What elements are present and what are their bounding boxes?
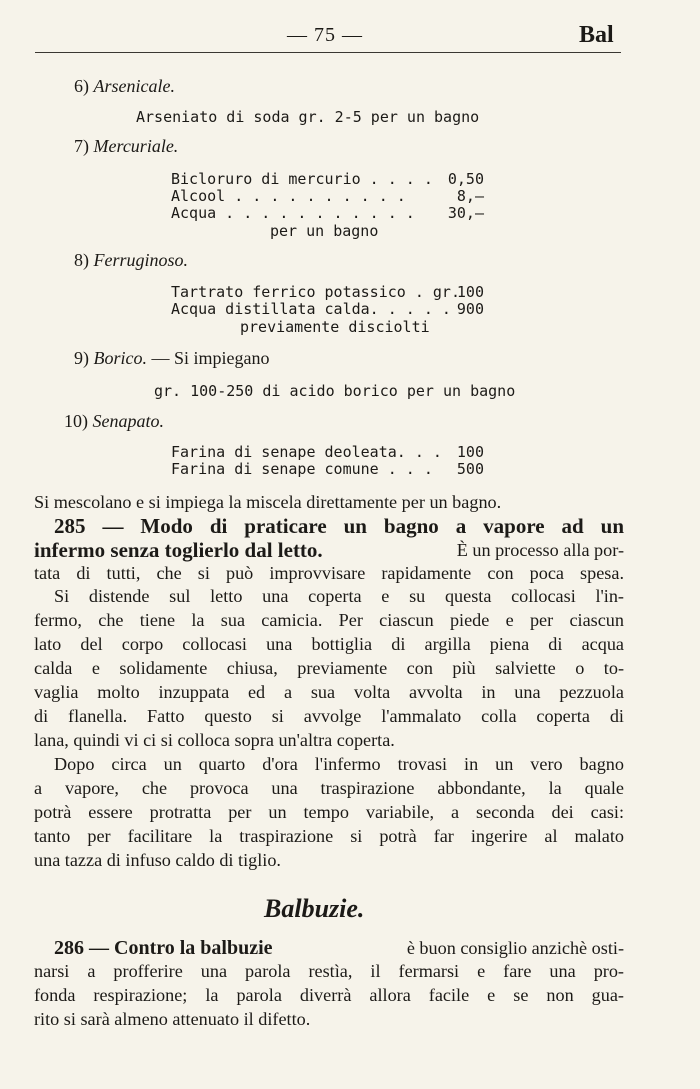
body-line: tata di tutti, che si può improvvisare rapidamente con poca spesa.	[34, 563, 624, 583]
ingredient-label: Alcool . . . . . . . . . .	[171, 187, 406, 205]
body-line: lana, quindi vi ci si colloca sopra un'altra coperta.	[34, 730, 395, 750]
body-line: una tazza di infuso caldo di tiglio.	[34, 850, 281, 870]
ingredient-value: 0,50	[447, 170, 484, 188]
body-line: calda e solidamente chiusa, previamente con più salviette o to-	[34, 658, 624, 678]
ingredient-value: 500	[456, 460, 484, 478]
header-rule	[35, 52, 621, 53]
recipe-name: Mercuriale.	[93, 136, 179, 156]
section-285-title: 285 — Modo di praticare un bagno a vapore ad un	[54, 514, 624, 538]
section-286-title: 286 — Contro la balbuzie	[54, 937, 273, 959]
running-head: Bal	[579, 22, 614, 48]
body-line: fermo, che tiene la sua camicia. Per ciascun piede e per ciascun	[34, 610, 624, 630]
recipe-number: 10)	[64, 411, 88, 431]
ingredient-label: Acqua . . . . . . . . . . .	[171, 204, 415, 222]
recipe-note: previamente disciolti	[240, 318, 430, 336]
body-line: potrà essere protratta per un tempo variabile, a seconda dei casi:	[34, 802, 624, 822]
ingredient-value: 100	[456, 443, 484, 461]
body-line: Dopo circa un quarto d'ora l'infermo trovasi in un vero bagno	[54, 754, 624, 774]
section-286-first-line	[54, 937, 624, 960]
recipe-line: Arseniato di soda gr. 2-5 per un bagno	[136, 108, 480, 126]
body-line: narsi a profferire una parola restìa, il fermarsi e fare una pro-	[34, 961, 624, 981]
section-285-title-line2	[34, 538, 624, 563]
body-line: vaglia molto inzuppata ed a sua volta avvolta in una pezzuola	[34, 682, 624, 702]
recipe-mercuriale-title	[74, 136, 178, 157]
ingredient-value: 900	[456, 300, 484, 318]
recipe-senapato-title	[64, 411, 164, 432]
body-line: lato del corpo collocasi una bottiglia di argilla piena di acqua	[34, 634, 624, 654]
body-line: a vapore, che provoca una traspirazione abbondante, la quale	[34, 778, 624, 798]
ingredient-label: Acqua distillata calda. . . . .	[171, 300, 451, 318]
recipe-borico-title	[74, 348, 270, 369]
recipe-line: gr. 100-250 di acido borico per un bagno	[154, 382, 516, 400]
recipe-number: 6)	[74, 76, 89, 96]
recipe-name: Arsenicale.	[93, 76, 175, 96]
page-number: — 75 —	[287, 24, 363, 46]
body-line: Si mescolano e si impiega la miscela direttamente per un bagno.	[34, 492, 502, 512]
ingredient-label: Bicloruro di mercurio . . . .	[171, 170, 433, 188]
ingredient-label: Farina di senape comune . . .	[171, 460, 433, 478]
ingredient-value: 30,—	[447, 204, 484, 222]
body-line: di flanella. Fatto questo si avvolge l'ammalato colla coperta di	[34, 706, 624, 726]
section-285-title-cont: infermo senza toglierlo dal letto.	[34, 538, 323, 562]
recipe-arsenicale-title	[74, 76, 175, 97]
recipe-note: per un bagno	[270, 222, 379, 240]
recipe-suffix: — Si impiegano	[151, 348, 270, 368]
body-line-fragment: È un processo alla por-	[456, 540, 624, 560]
recipe-name: Senapato.	[92, 411, 164, 431]
ingredient-value: 100	[456, 283, 484, 301]
ingredient-label: Tartrato ferrico potassico . gr.	[171, 283, 460, 301]
body-line-fragment: è buon consiglio anzichè osti-	[406, 938, 624, 958]
body-line: rito si sarà almeno attenuato il difetto.	[34, 1009, 311, 1029]
recipe-name: Ferruginoso.	[93, 250, 188, 270]
section-285-title-line	[34, 514, 624, 539]
recipe-number: 7)	[74, 136, 89, 156]
ingredient-label: Farina di senape deoleata. . .	[171, 443, 442, 461]
body-line: tanto per facilitare la traspirazione si potrà far ingerire al malato	[34, 826, 624, 846]
ingredient-value: 8,—	[456, 187, 484, 205]
section-heading: Balbuzie.	[264, 894, 365, 923]
page-header	[0, 24, 700, 48]
recipe-name: Borico.	[93, 348, 147, 368]
recipe-ferruginoso-title	[74, 250, 188, 271]
recipe-number: 8)	[74, 250, 89, 270]
body-line: fonda respirazione; la parola diverrà allora facile e se non gua-	[34, 985, 624, 1005]
recipe-number: 9)	[74, 348, 89, 368]
body-line: Si distende sul letto una coperta e su questa collocasi l'in-	[54, 586, 624, 606]
